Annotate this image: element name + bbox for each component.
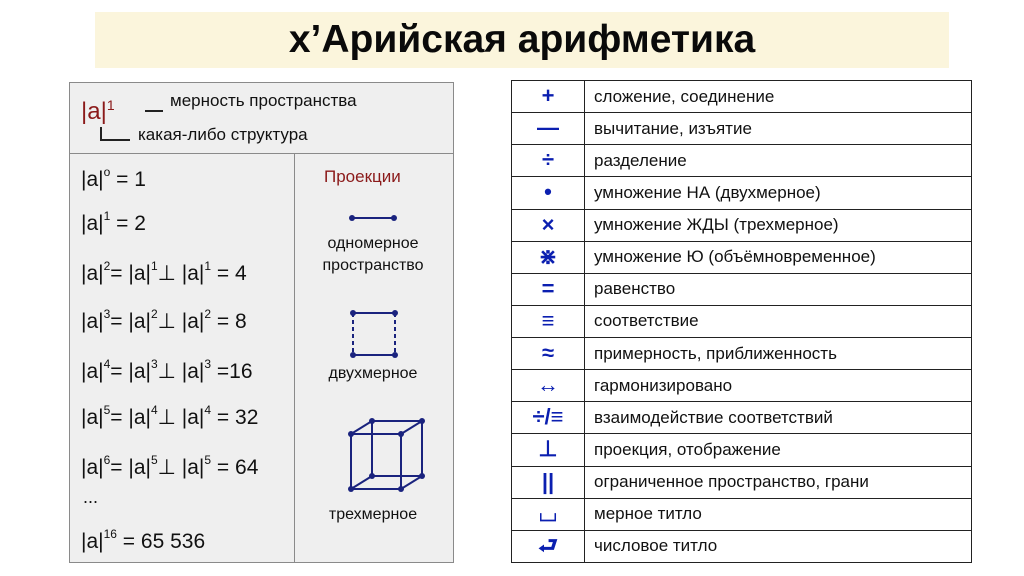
projection-3d-label: трехмерное bbox=[328, 506, 418, 523]
symbol-cell bbox=[512, 145, 585, 177]
star-cross-icon: ⋇ bbox=[538, 243, 558, 269]
symbol-row bbox=[512, 177, 972, 209]
divide-icon: ÷ bbox=[541, 147, 555, 173]
equation-6: $|a|^6=$ $|a|^5\perp$ $|a|^5 = 64$ bbox=[81, 453, 259, 479]
symbol-cell bbox=[512, 177, 585, 209]
equation-last: $|a|^{16} = 65$ 536 bbox=[81, 527, 206, 553]
arithmetic-panel bbox=[69, 82, 454, 563]
equation-4: $|a|^4=$ $|a|^3\perp$ $|a|^3 =16$ bbox=[81, 357, 253, 383]
number-titlo-icon: ⮐ bbox=[538, 532, 558, 558]
measure-titlo-icon: ⌴ bbox=[539, 500, 557, 526]
symbol-description: разделение bbox=[585, 145, 972, 177]
equation-0: $|a|^o = 1$ bbox=[81, 165, 146, 191]
symbol-row bbox=[512, 81, 972, 113]
approx-icon: ≈ bbox=[541, 340, 555, 366]
symbol-description: мерное титло bbox=[585, 498, 972, 530]
symbol-row bbox=[512, 370, 972, 402]
legend-dash bbox=[145, 110, 163, 112]
legend-dimension-label: мерность пространства bbox=[170, 91, 357, 110]
symbol-cell bbox=[512, 402, 585, 434]
legend-bracket bbox=[100, 127, 130, 141]
symbol-row bbox=[512, 498, 972, 530]
equation-ellipsis: ... bbox=[83, 487, 99, 507]
equals-icon: = bbox=[541, 275, 555, 301]
symbol-cell bbox=[512, 530, 585, 562]
plus-icon: + bbox=[541, 83, 555, 109]
symbol-cell bbox=[512, 209, 585, 241]
dot-icon: • bbox=[544, 179, 552, 205]
symbol-description: проекция, отображение bbox=[585, 434, 972, 466]
symbol-description: числовое титло bbox=[585, 530, 972, 562]
symbol-cell bbox=[512, 113, 585, 145]
legend bbox=[70, 83, 453, 154]
cube-icon bbox=[346, 416, 428, 496]
symbol-cell bbox=[512, 434, 585, 466]
symbol-description: гармонизировано bbox=[585, 370, 972, 402]
page-title: х’Арийская арифметика bbox=[288, 18, 756, 61]
symbol-row bbox=[512, 402, 972, 434]
projection-2d-label: двухмерное bbox=[328, 365, 418, 382]
symbol-description: ограниченное пространство, грани bbox=[585, 466, 972, 498]
left-right-arrow-icon: ↔ bbox=[537, 372, 559, 398]
panel-divider bbox=[294, 153, 295, 563]
title-band bbox=[95, 12, 949, 68]
symbol-row bbox=[512, 241, 972, 273]
equation-2: $|a|^2=$ $|a|^1\perp$ $|a|^1 = 4$ bbox=[81, 259, 247, 285]
symbol-row bbox=[512, 113, 972, 145]
symbol-row bbox=[512, 305, 972, 337]
symbols-table bbox=[511, 80, 972, 563]
symbol-cell bbox=[512, 370, 585, 402]
symbol-description: вычитание, изъятие bbox=[585, 113, 972, 145]
symbol-description: умножение НА (двухмерное) bbox=[585, 177, 972, 209]
symbol-cell bbox=[512, 338, 585, 370]
equation-5: $|a|^5=$ $|a|^4\perp$ $|a|^4 = 32$ bbox=[81, 403, 259, 429]
symbol-cell bbox=[512, 498, 585, 530]
line-segment-icon bbox=[348, 211, 398, 225]
cross-icon: × bbox=[541, 211, 555, 237]
identical-icon: ≡ bbox=[541, 307, 555, 333]
symbol-description: соответствие bbox=[585, 305, 972, 337]
symbol-cell bbox=[512, 305, 585, 337]
perpendicular-icon: ⊥ bbox=[538, 436, 558, 462]
symbol-description: умножение Ю (объёмновременное) bbox=[585, 241, 972, 273]
symbol-row bbox=[512, 434, 972, 466]
symbol-row bbox=[512, 145, 972, 177]
projections-title: Проекции bbox=[324, 167, 401, 186]
symbol-row bbox=[512, 273, 972, 305]
minus-icon: — bbox=[537, 115, 559, 141]
symbol-description: умножение ЖДЫ (трехмерное) bbox=[585, 209, 972, 241]
symbol-description: взаимодействие соответствий bbox=[585, 402, 972, 434]
symbol-description: равенство bbox=[585, 273, 972, 305]
symbol-cell bbox=[512, 273, 585, 305]
equation-1: $|a|^1 = 2$ bbox=[81, 209, 146, 235]
symbol-description: сложение, соединение bbox=[585, 81, 972, 113]
parallel-icon: || bbox=[541, 468, 555, 494]
legend-symbol: $|a|^1$ bbox=[81, 97, 115, 125]
symbol-cell bbox=[512, 81, 585, 113]
symbol-cell bbox=[512, 466, 585, 498]
equation-3: $|a|^3=$ $|a|^2\perp$ $|a|^2 = 8$ bbox=[81, 307, 247, 333]
divide-slash-identical-icon: ÷/≡ bbox=[532, 404, 564, 430]
symbol-row bbox=[512, 530, 972, 562]
symbol-row bbox=[512, 338, 972, 370]
symbol-description: примерность, приближенность bbox=[585, 338, 972, 370]
symbol-row bbox=[512, 209, 972, 241]
symbol-row bbox=[512, 466, 972, 498]
projection-1d-label: одномерное пространство bbox=[322, 235, 424, 274]
symbol-cell bbox=[512, 241, 585, 273]
legend-structure-label: какая-либо структура bbox=[138, 125, 308, 144]
square-icon bbox=[349, 309, 399, 359]
